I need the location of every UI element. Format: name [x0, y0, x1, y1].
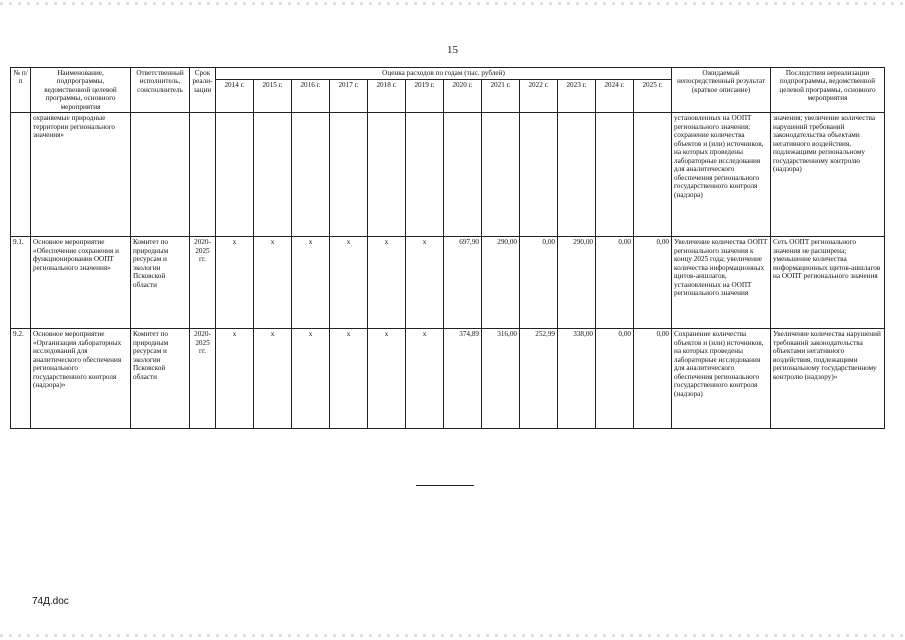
header-year: 2019 г. — [406, 80, 444, 113]
header-responsible: Ответственный исполнитель, соисполнитель — [131, 68, 190, 113]
cell-num: 9.2. — [11, 329, 31, 429]
cell-result: Сохранение количества объектов и (или) источников, на которых проведены лабораторные исследования для аналитического обеспечения регионального государственного контроля (надзора) — [672, 329, 771, 429]
header-num: № п/п — [11, 68, 31, 113]
cell-num — [11, 113, 31, 237]
table-header — [11, 68, 885, 113]
header-consequences: Последствия нереализации подпрограммы, ведомственной целевой программы, основного мероприятия — [771, 68, 885, 113]
header-year: 2023 г. — [558, 80, 596, 113]
cell-year-value: x — [330, 237, 368, 329]
scan-edge-bottom — [0, 634, 905, 637]
header-year: 2025 г. — [634, 80, 672, 113]
cell-result: установленных на ООПТ регионального значения; сохранение количества объектов и (или) источников, на которых проведены лабораторные исследования для аналитического обеспечения регионального государственного контроля (надзора) — [672, 113, 771, 237]
table-row — [11, 113, 885, 237]
header-year: 2017 г. — [330, 80, 368, 113]
cell-name: Основное мероприятие «Организация лабораторных исследований для аналитического обеспечения регионального государственного контроля (надзора)» — [31, 329, 131, 429]
cell-year-value: x — [292, 329, 330, 429]
cell-year-value: x — [216, 237, 254, 329]
cell-year-value — [368, 113, 406, 237]
header-year: 2015 г. — [254, 80, 292, 113]
header-year: 2018 г. — [368, 80, 406, 113]
cell-year-value: x — [406, 237, 444, 329]
cell-year-value: x — [254, 329, 292, 429]
cell-year-value — [216, 113, 254, 237]
cell-year-value: x — [368, 237, 406, 329]
header-year: 2020 г. — [444, 80, 482, 113]
cell-name: охраняемые природные территории регионального значения» — [31, 113, 131, 237]
cell-year-value — [330, 113, 368, 237]
cell-year-value: x — [254, 237, 292, 329]
cell-result: Увеличение количества ООПТ регионального значения к концу 2025 года; увеличение количества информационных щитов-аншлагов, установленных на ООПТ регионального значения — [672, 237, 771, 329]
cell-year-value: 374,89 — [444, 329, 482, 429]
cell-term — [190, 113, 216, 237]
cell-year-value: 0,00 — [596, 237, 634, 329]
cell-year-value — [634, 113, 672, 237]
cell-year-value — [292, 113, 330, 237]
header-year: 2016 г. — [292, 80, 330, 113]
cell-name: Основное мероприятие «Обеспечение сохранения и функционирования ООПТ регионального значения» — [31, 237, 131, 329]
cell-responsible: Комитет по природным ресурсам и экологии Псковской области — [131, 237, 190, 329]
table-row — [11, 237, 885, 329]
cell-year-value — [482, 113, 520, 237]
cell-term: 2020-2025 гг. — [190, 329, 216, 429]
cell-year-value: 290,00 — [482, 237, 520, 329]
page-number: 15 — [447, 44, 458, 56]
cell-year-value: 252,99 — [520, 329, 558, 429]
separator-line — [416, 485, 474, 486]
header-term: Срок реали-зации — [190, 68, 216, 113]
cell-year-value: x — [292, 237, 330, 329]
header-result: Ожидаемый непосредственный результат (краткое описание) — [672, 68, 771, 113]
cell-year-value: 0,00 — [596, 329, 634, 429]
cell-year-value: 316,00 — [482, 329, 520, 429]
header-year: 2021 г. — [482, 80, 520, 113]
cell-year-value: x — [330, 329, 368, 429]
cell-consequences: Увеличение количества нарушений требований законодательства объектами негативного воздействия, подлежащими региональному государственному контролю (надзору)» — [771, 329, 885, 429]
cell-num: 9.1. — [11, 237, 31, 329]
cell-year-value: 290,00 — [558, 237, 596, 329]
cell-year-value: x — [216, 329, 254, 429]
header-name: Наименование, подпрограммы, ведомственной целевой программы, основного мероприятия — [31, 68, 131, 113]
cell-consequences: Сеть ООПТ регионального значения не расширена; уменьшение количества информационных щитов-аншлагов на ООПТ регионального значения — [771, 237, 885, 329]
cell-year-value — [596, 113, 634, 237]
cell-year-value: x — [368, 329, 406, 429]
cell-term: 2020-2025 гг. — [190, 237, 216, 329]
budget-table — [10, 67, 885, 429]
table-row — [11, 329, 885, 429]
cell-responsible — [131, 113, 190, 237]
cell-year-value — [406, 113, 444, 237]
cell-year-value: 0,00 — [520, 237, 558, 329]
cell-consequences: значения; увеличение количества нарушений требований законодательства объектами негативного воздействия, подлежащими региональному государственному контролю (надзора) — [771, 113, 885, 237]
cell-year-value — [558, 113, 596, 237]
header-year: 2014 г. — [216, 80, 254, 113]
header-year: 2022 г. — [520, 80, 558, 113]
scan-edge-top — [0, 2, 905, 5]
cell-responsible: Комитет по природным ресурсам и экологии Псковской области — [131, 329, 190, 429]
header-expenses: Оценка расходов по годам (тыс. рублей) — [216, 68, 672, 80]
footer-filename: 74Д.doc — [32, 596, 69, 607]
cell-year-value: 338,00 — [558, 329, 596, 429]
cell-year-value — [520, 113, 558, 237]
cell-year-value: 0,00 — [634, 329, 672, 429]
cell-year-value: x — [406, 329, 444, 429]
cell-year-value — [444, 113, 482, 237]
cell-year-value: 697,90 — [444, 237, 482, 329]
cell-year-value — [254, 113, 292, 237]
header-year: 2024 г. — [596, 80, 634, 113]
cell-year-value: 0,00 — [634, 237, 672, 329]
